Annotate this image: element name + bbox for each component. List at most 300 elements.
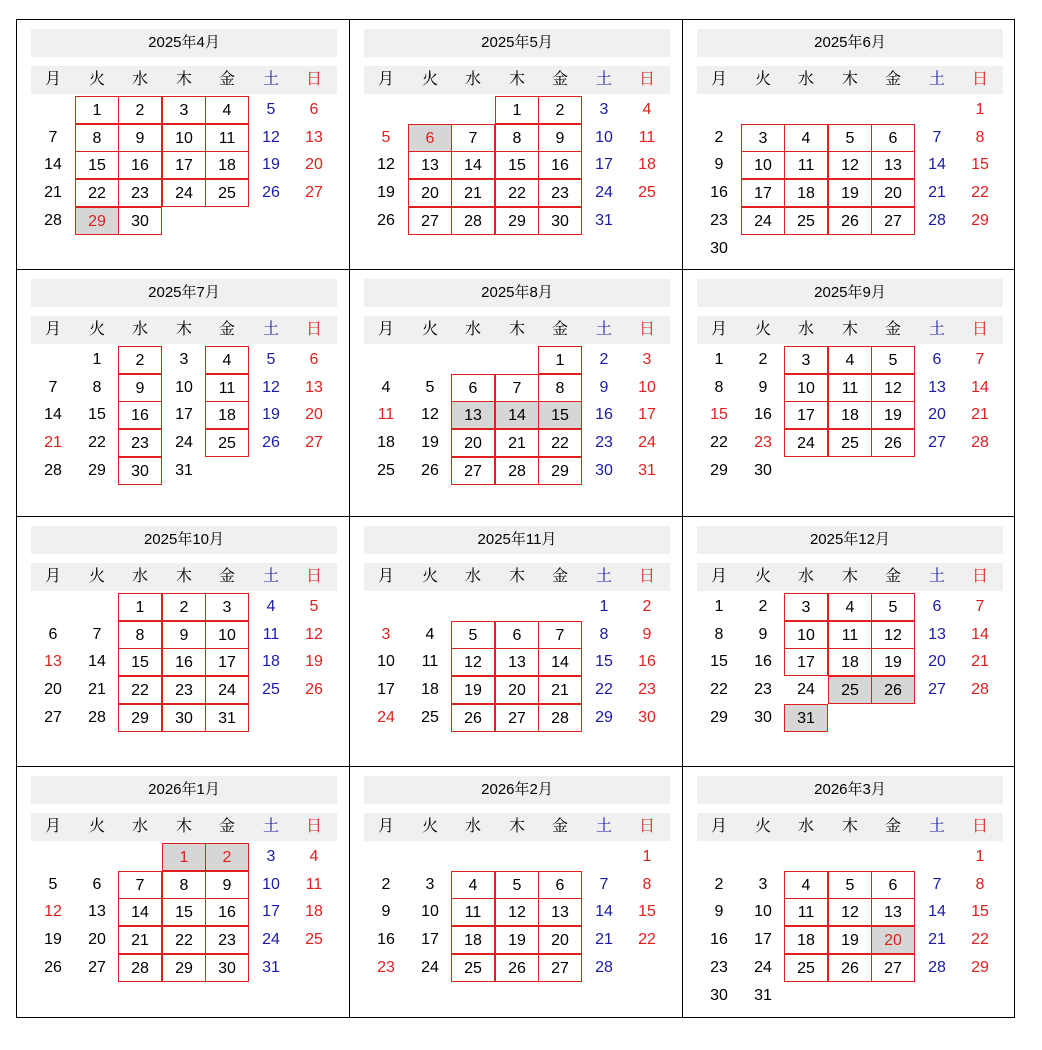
day-cell: 14 xyxy=(44,406,62,424)
day-cell: 11 xyxy=(377,406,395,424)
day-cell: 11 xyxy=(421,653,439,671)
day-cell: 1 xyxy=(975,101,985,118)
day-cell: 7 xyxy=(118,871,162,899)
weekday-label: 月 xyxy=(377,321,394,338)
weekday-label: 木 xyxy=(508,818,525,835)
day-cell: 16 xyxy=(118,401,162,429)
day-cell: 6 xyxy=(48,625,58,643)
day-cell: 15 xyxy=(162,898,206,926)
weekday-label: 月 xyxy=(44,71,61,88)
day-cell: 4 xyxy=(205,346,249,374)
day-cell: 20 xyxy=(495,676,539,704)
weekday-label: 日 xyxy=(638,321,655,338)
weekday-label: 土 xyxy=(928,71,945,88)
day-cell: 16 xyxy=(710,931,728,949)
day-cell: 19 xyxy=(421,434,439,452)
day-cell: 23 xyxy=(638,681,656,699)
weekday-label: 日 xyxy=(305,71,322,88)
day-cell: 20 xyxy=(928,653,946,671)
day-cell: 9 xyxy=(642,625,652,643)
day-cell: 24 xyxy=(421,958,439,976)
day-cell: 31 xyxy=(638,461,656,479)
weekday-label: 木 xyxy=(175,818,192,835)
day-cell: 27 xyxy=(495,704,539,732)
day-cell: 12 xyxy=(262,128,280,146)
day-cell: 13 xyxy=(928,378,946,396)
day-cell: 19 xyxy=(828,179,872,207)
weekday-label: 水 xyxy=(797,71,814,88)
day-cell: 24 xyxy=(262,931,280,949)
day-cell: 16 xyxy=(205,898,249,926)
day-cell: 2 xyxy=(118,346,162,374)
day-cell: 23 xyxy=(162,676,206,704)
day-cell: 21 xyxy=(971,406,989,424)
day-cell: 26 xyxy=(828,954,872,982)
weekday-label: 月 xyxy=(44,818,61,835)
weekday-header xyxy=(31,316,337,344)
weekday-label: 木 xyxy=(175,71,192,88)
month-title: 2026年3月 xyxy=(697,776,1003,804)
day-cell: 31 xyxy=(175,461,193,479)
day-cell: 4 xyxy=(828,593,872,621)
day-cell: 1 xyxy=(75,96,119,124)
day-cell: 13 xyxy=(928,625,946,643)
day-cell: 15 xyxy=(710,406,728,424)
day-cell: 15 xyxy=(88,406,106,424)
day-cell: 18 xyxy=(262,653,280,671)
day-cell: 26 xyxy=(495,954,539,982)
month-title: 2025年8月 xyxy=(364,279,670,307)
weekday-label: 火 xyxy=(421,321,438,338)
day-cell: 11 xyxy=(638,128,656,146)
day-cell: 5 xyxy=(425,378,435,396)
day-cell: 26 xyxy=(421,461,439,479)
day-cell: 19 xyxy=(495,926,539,954)
day-cell: 12 xyxy=(44,903,62,921)
day-cell: 12 xyxy=(828,898,872,926)
day-cell: 20 xyxy=(305,406,323,424)
day-cell: 15 xyxy=(710,653,728,671)
weekday-label: 金 xyxy=(551,818,568,835)
day-cell: 1 xyxy=(714,351,724,368)
day-cell: 6 xyxy=(871,124,915,152)
weekday-label: 火 xyxy=(88,568,105,585)
day-cell: 11 xyxy=(205,374,249,402)
day-cell: 16 xyxy=(162,648,206,676)
day-cell: 28 xyxy=(538,704,582,732)
day-cell: 13 xyxy=(305,128,323,146)
day-cell: 9 xyxy=(118,124,162,152)
day-cell: 18 xyxy=(784,926,828,954)
weekday-label: 金 xyxy=(551,321,568,338)
day-cell: 16 xyxy=(377,931,395,949)
day-cell: 7 xyxy=(48,128,58,146)
month-title: 2025年7月 xyxy=(31,279,337,307)
weekday-label: 金 xyxy=(218,818,235,835)
day-cell: 17 xyxy=(741,179,785,207)
day-cell: 25 xyxy=(638,184,656,202)
day-cell: 2 xyxy=(714,128,724,146)
weekday-header xyxy=(364,316,670,344)
month-calendar xyxy=(350,20,683,270)
day-cell: 2 xyxy=(714,875,724,893)
day-cell: 13 xyxy=(538,898,582,926)
day-cell: 31 xyxy=(595,211,613,229)
day-cell: 4 xyxy=(205,96,249,124)
day-cell: 10 xyxy=(262,875,280,893)
day-cell: 18 xyxy=(638,156,656,174)
day-cell: 14 xyxy=(538,648,582,676)
day-cell: 18 xyxy=(377,434,395,452)
day-cell: 21 xyxy=(44,434,62,452)
weekday-label: 水 xyxy=(797,568,814,585)
day-cell: 15 xyxy=(495,151,539,179)
day-cell: 2 xyxy=(758,598,768,615)
month-calendar xyxy=(350,517,683,767)
day-cell: 10 xyxy=(377,653,395,671)
day-cell: 7 xyxy=(599,875,609,893)
weekday-header xyxy=(31,813,337,841)
weekday-label: 水 xyxy=(131,321,148,338)
day-cell: 27 xyxy=(88,958,106,976)
day-cell: 24 xyxy=(162,179,206,207)
day-cell: 19 xyxy=(262,406,280,424)
day-cell: 12 xyxy=(305,625,323,643)
day-cell: 30 xyxy=(595,461,613,479)
day-cell: 3 xyxy=(758,875,768,893)
weekday-label: 火 xyxy=(421,818,438,835)
day-cell: 5 xyxy=(828,871,872,899)
day-cell: 27 xyxy=(44,708,62,726)
day-cell: 30 xyxy=(162,704,206,732)
day-cell: 11 xyxy=(784,151,828,179)
day-cell: 11 xyxy=(784,898,828,926)
day-cell: 24 xyxy=(784,429,828,457)
day-cell: 14 xyxy=(928,903,946,921)
day-cell: 28 xyxy=(88,708,106,726)
day-cell: 1 xyxy=(714,598,724,615)
day-cell: 20 xyxy=(408,179,452,207)
day-cell: 27 xyxy=(305,184,323,202)
weekday-label: 土 xyxy=(262,71,279,88)
day-cell: 22 xyxy=(638,931,656,949)
weekday-label: 火 xyxy=(754,568,771,585)
day-cell: 22 xyxy=(971,931,989,949)
day-cell: 26 xyxy=(871,429,915,457)
day-cell: 22 xyxy=(595,681,613,699)
weekday-header xyxy=(364,66,670,94)
day-cell: 11 xyxy=(828,621,872,649)
day-cell: 8 xyxy=(714,625,724,643)
day-cell: 22 xyxy=(495,179,539,207)
weekday-label: 月 xyxy=(710,568,727,585)
day-cell: 12 xyxy=(262,378,280,396)
day-cell: 23 xyxy=(710,958,728,976)
weekday-label: 金 xyxy=(551,71,568,88)
day-cell: 26 xyxy=(451,704,495,732)
weekday-label: 火 xyxy=(88,321,105,338)
day-cell: 2 xyxy=(642,598,652,615)
day-cell: 3 xyxy=(266,848,276,865)
day-cell: 23 xyxy=(754,434,772,452)
day-cell: 27 xyxy=(928,434,946,452)
day-cell: 9 xyxy=(118,374,162,402)
weekday-label: 木 xyxy=(508,321,525,338)
weekday-label: 木 xyxy=(841,321,858,338)
weekday-label: 土 xyxy=(262,321,279,338)
day-cell: 4 xyxy=(309,848,319,865)
day-cell: 5 xyxy=(495,871,539,899)
weekday-label: 木 xyxy=(508,568,525,585)
day-cell: 2 xyxy=(118,96,162,124)
weekday-label: 土 xyxy=(262,568,279,585)
day-cell: 4 xyxy=(266,598,276,615)
weekday-label: 水 xyxy=(797,818,814,835)
month-calendar xyxy=(350,767,683,1017)
day-cell: 11 xyxy=(205,124,249,152)
day-cell: 30 xyxy=(205,954,249,982)
weekday-label: 日 xyxy=(305,818,322,835)
day-cell: 30 xyxy=(118,207,162,235)
weekday-label: 月 xyxy=(44,568,61,585)
day-cell: 5 xyxy=(451,621,495,649)
day-cell: 29 xyxy=(75,207,119,235)
day-cell: 20 xyxy=(88,931,106,949)
day-cell: 22 xyxy=(538,429,582,457)
weekday-label: 金 xyxy=(218,321,235,338)
weekday-header xyxy=(31,563,337,591)
day-cell: 14 xyxy=(971,625,989,643)
day-cell: 18 xyxy=(205,151,249,179)
day-cell: 2 xyxy=(538,96,582,124)
day-cell: 28 xyxy=(971,434,989,452)
day-cell: 28 xyxy=(495,457,539,485)
month-title: 2026年2月 xyxy=(364,776,670,804)
day-cell: 29 xyxy=(971,958,989,976)
day-cell: 29 xyxy=(538,457,582,485)
day-cell: 24 xyxy=(797,681,815,699)
day-cell: 23 xyxy=(377,958,395,976)
day-cell: 10 xyxy=(754,903,772,921)
day-cell: 28 xyxy=(44,211,62,229)
day-cell: 30 xyxy=(118,457,162,485)
day-cell: 3 xyxy=(381,625,391,643)
day-cell: 25 xyxy=(262,681,280,699)
day-cell: 12 xyxy=(421,406,439,424)
day-cell: 25 xyxy=(828,429,872,457)
day-cell: 19 xyxy=(44,931,62,949)
day-cell: 12 xyxy=(871,374,915,402)
day-cell: 2 xyxy=(205,843,249,871)
day-cell: 6 xyxy=(932,351,942,368)
day-cell: 6 xyxy=(871,871,915,899)
day-cell: 8 xyxy=(538,374,582,402)
day-cell: 21 xyxy=(495,429,539,457)
day-cell: 22 xyxy=(162,926,206,954)
day-cell: 10 xyxy=(741,151,785,179)
day-cell: 28 xyxy=(118,954,162,982)
day-cell: 21 xyxy=(928,931,946,949)
weekday-label: 木 xyxy=(508,71,525,88)
day-cell: 29 xyxy=(595,708,613,726)
weekday-label: 日 xyxy=(638,71,655,88)
day-cell: 10 xyxy=(421,903,439,921)
day-cell: 11 xyxy=(305,875,323,893)
day-cell: 6 xyxy=(451,374,495,402)
weekday-label: 日 xyxy=(305,321,322,338)
day-cell: 31 xyxy=(754,986,772,1004)
day-cell: 13 xyxy=(88,903,106,921)
day-cell: 14 xyxy=(928,156,946,174)
day-cell: 1 xyxy=(495,96,539,124)
weekday-label: 金 xyxy=(218,71,235,88)
day-cell: 9 xyxy=(714,903,724,921)
day-cell: 29 xyxy=(710,461,728,479)
day-cell: 23 xyxy=(205,926,249,954)
day-cell: 13 xyxy=(495,648,539,676)
weekday-label: 金 xyxy=(884,71,901,88)
day-cell: 20 xyxy=(928,406,946,424)
weekday-label: 日 xyxy=(971,568,988,585)
day-cell: 18 xyxy=(421,681,439,699)
day-cell: 19 xyxy=(451,676,495,704)
weekday-label: 月 xyxy=(377,71,394,88)
day-cell: 8 xyxy=(975,875,985,893)
day-cell: 15 xyxy=(118,648,162,676)
day-cell: 25 xyxy=(205,179,249,207)
day-cell: 12 xyxy=(377,156,395,174)
month-calendar xyxy=(683,517,1016,767)
day-cell: 17 xyxy=(162,151,206,179)
weekday-label: 木 xyxy=(841,71,858,88)
weekday-label: 火 xyxy=(88,71,105,88)
day-cell: 22 xyxy=(710,681,728,699)
weekday-label: 日 xyxy=(971,321,988,338)
weekday-header xyxy=(697,813,1003,841)
day-cell: 28 xyxy=(971,681,989,699)
day-cell: 3 xyxy=(784,346,828,374)
day-cell: 24 xyxy=(175,434,193,452)
day-cell: 26 xyxy=(305,681,323,699)
day-cell: 15 xyxy=(971,156,989,174)
day-cell: 16 xyxy=(538,151,582,179)
day-cell: 2 xyxy=(758,351,768,368)
day-cell: 3 xyxy=(179,351,189,368)
day-cell: 6 xyxy=(92,875,102,893)
weekday-label: 月 xyxy=(377,568,394,585)
weekday-label: 月 xyxy=(710,818,727,835)
day-cell: 12 xyxy=(451,648,495,676)
day-cell: 1 xyxy=(118,593,162,621)
weekday-label: 木 xyxy=(175,321,192,338)
day-cell: 16 xyxy=(118,151,162,179)
weekday-label: 火 xyxy=(421,568,438,585)
day-cell: 27 xyxy=(871,954,915,982)
day-cell: 15 xyxy=(638,903,656,921)
weekday-label: 土 xyxy=(928,321,945,338)
day-cell: 29 xyxy=(162,954,206,982)
weekday-label: 水 xyxy=(464,568,481,585)
weekday-header xyxy=(31,66,337,94)
weekday-label: 木 xyxy=(841,818,858,835)
day-cell: 5 xyxy=(266,351,276,368)
day-cell: 16 xyxy=(754,653,772,671)
day-cell: 4 xyxy=(425,625,435,643)
day-cell: 5 xyxy=(871,346,915,374)
day-cell: 26 xyxy=(262,434,280,452)
day-cell: 3 xyxy=(784,593,828,621)
day-cell: 19 xyxy=(377,184,395,202)
day-cell: 23 xyxy=(538,179,582,207)
day-cell: 27 xyxy=(538,954,582,982)
weekday-label: 月 xyxy=(44,321,61,338)
day-cell: 7 xyxy=(538,621,582,649)
weekday-label: 日 xyxy=(305,568,322,585)
day-cell: 13 xyxy=(305,378,323,396)
day-cell: 3 xyxy=(425,875,435,893)
weekday-label: 土 xyxy=(928,568,945,585)
day-cell: 7 xyxy=(932,128,942,146)
day-cell: 4 xyxy=(642,101,652,118)
day-cell: 20 xyxy=(871,926,915,954)
day-cell: 19 xyxy=(305,653,323,671)
day-cell: 9 xyxy=(714,156,724,174)
weekday-label: 木 xyxy=(841,568,858,585)
day-cell: 21 xyxy=(44,184,62,202)
day-cell: 24 xyxy=(377,708,395,726)
month-calendar xyxy=(17,767,350,1017)
month-calendar xyxy=(350,270,683,517)
weekday-label: 水 xyxy=(464,71,481,88)
day-cell: 18 xyxy=(305,903,323,921)
day-cell: 20 xyxy=(538,926,582,954)
day-cell: 11 xyxy=(262,625,280,643)
day-cell: 26 xyxy=(828,207,872,235)
day-cell: 24 xyxy=(741,207,785,235)
day-cell: 7 xyxy=(451,124,495,152)
day-cell: 11 xyxy=(451,898,495,926)
day-cell: 7 xyxy=(975,598,985,615)
day-cell: 20 xyxy=(44,681,62,699)
day-cell: 14 xyxy=(595,903,613,921)
weekday-label: 土 xyxy=(928,818,945,835)
day-cell: 27 xyxy=(408,207,452,235)
weekday-label: 火 xyxy=(754,321,771,338)
day-cell: 1 xyxy=(162,843,206,871)
day-cell: 5 xyxy=(381,128,391,146)
weekday-label: 日 xyxy=(638,818,655,835)
day-cell: 21 xyxy=(928,184,946,202)
day-cell: 21 xyxy=(538,676,582,704)
day-cell: 6 xyxy=(495,621,539,649)
day-cell: 8 xyxy=(118,621,162,649)
month-title: 2025年12月 xyxy=(697,526,1003,554)
day-cell: 7 xyxy=(975,351,985,368)
month-title: 2025年10月 xyxy=(31,526,337,554)
day-cell: 29 xyxy=(971,211,989,229)
weekday-label: 土 xyxy=(595,568,612,585)
day-cell: 8 xyxy=(642,875,652,893)
day-cell: 25 xyxy=(377,461,395,479)
day-cell: 23 xyxy=(118,429,162,457)
day-cell: 30 xyxy=(710,986,728,1004)
day-cell: 10 xyxy=(162,124,206,152)
month-title: 2025年6月 xyxy=(697,29,1003,57)
weekday-label: 火 xyxy=(754,71,771,88)
day-cell: 31 xyxy=(205,704,249,732)
day-cell: 1 xyxy=(92,351,102,368)
day-cell: 17 xyxy=(638,406,656,424)
